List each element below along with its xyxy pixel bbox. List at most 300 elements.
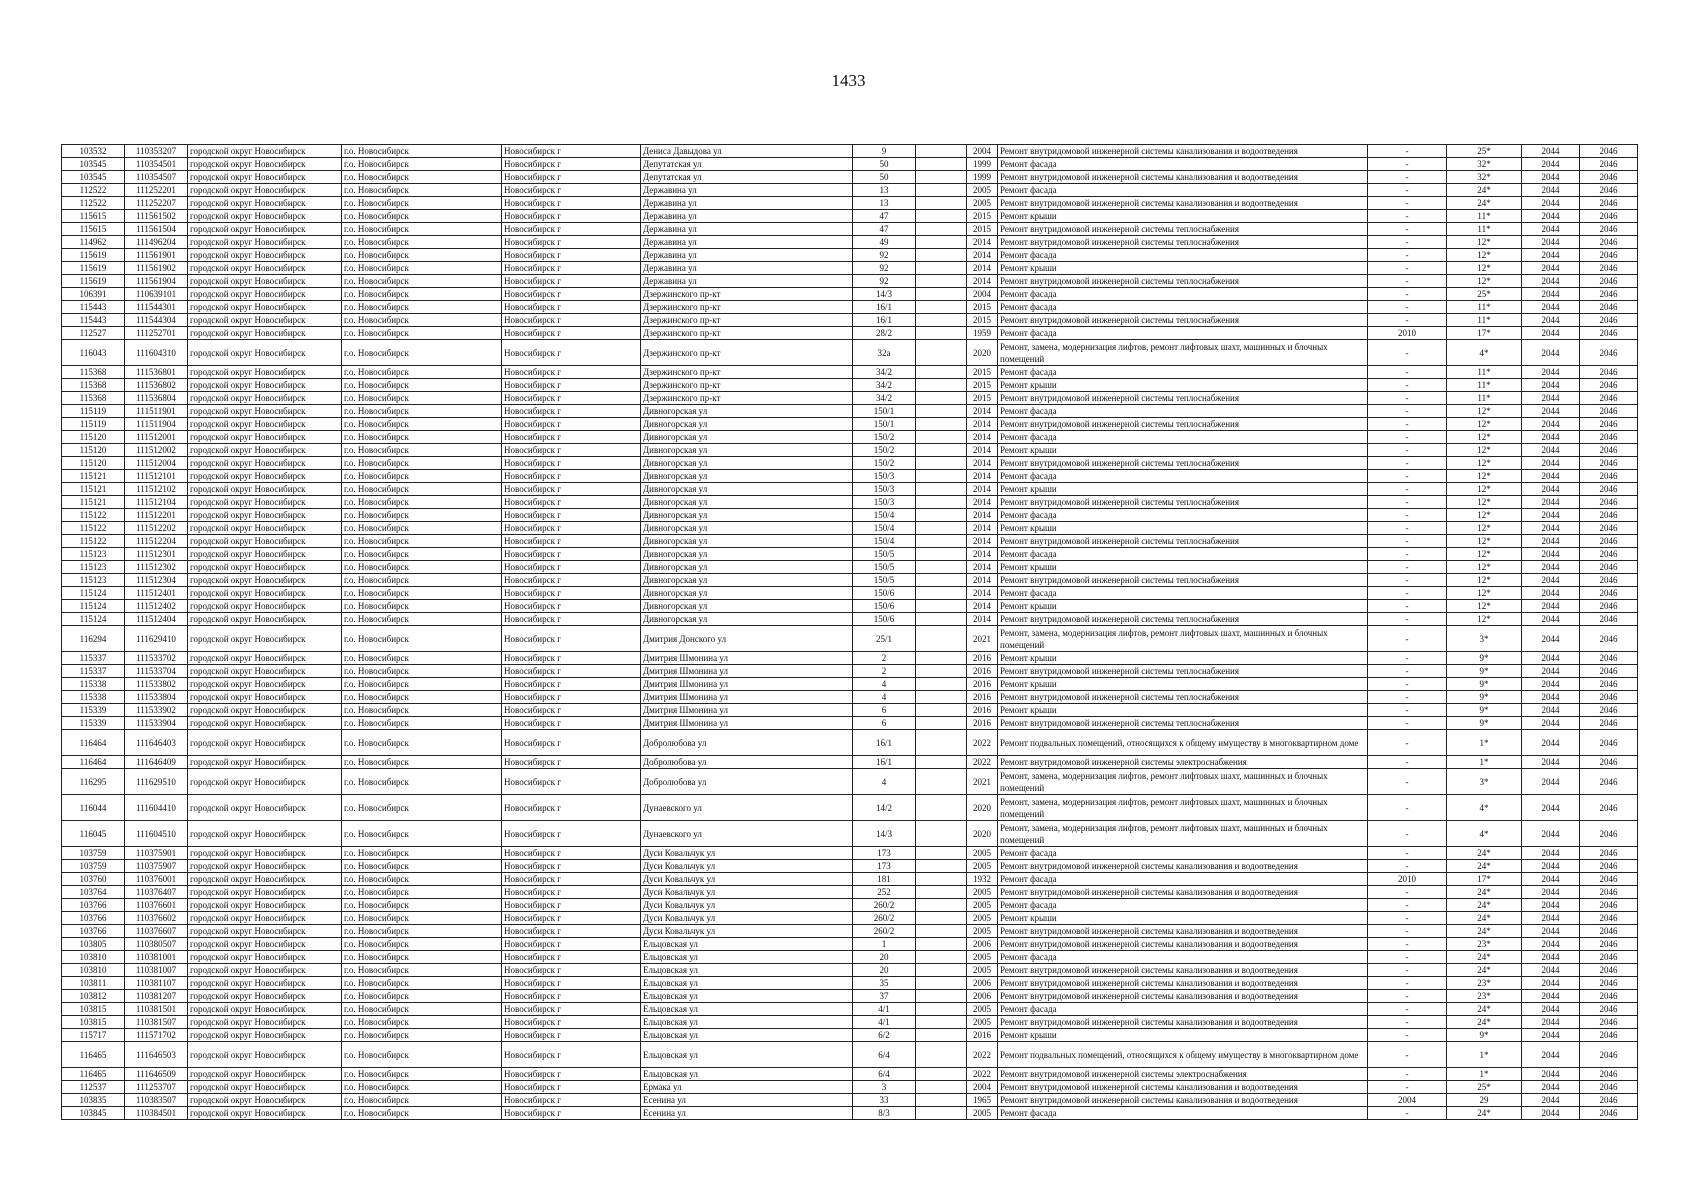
cell-municipality: городской округ Новосибирск bbox=[188, 210, 342, 223]
cell-settlement: Новосибирск г bbox=[502, 574, 641, 587]
cell-plan-end-year: 2046 bbox=[1580, 288, 1638, 301]
cell-last-repair-year: - bbox=[1368, 418, 1447, 431]
cell-house-number: 252 bbox=[853, 886, 916, 899]
cell-urban-district: г.о. Новосибирск bbox=[342, 938, 502, 951]
cell-house-id: 106391 bbox=[62, 288, 125, 301]
repair-schedule-table bbox=[61, 144, 1638, 1120]
cell-record-id: 111646503 bbox=[125, 1042, 188, 1068]
cell-house-id: 103759 bbox=[62, 860, 125, 873]
cell-plan-end-year: 2046 bbox=[1580, 821, 1638, 847]
cell-empty-cell bbox=[916, 483, 967, 496]
cell-last-repair-year: - bbox=[1368, 210, 1447, 223]
cell-wear-value: 17* bbox=[1447, 327, 1522, 340]
cell-record-id: 110383507 bbox=[125, 1094, 188, 1107]
cell-settlement: Новосибирск г bbox=[502, 1107, 641, 1120]
cell-urban-district: г.о. Новосибирск bbox=[342, 457, 502, 470]
cell-last-repair-year: - bbox=[1368, 964, 1447, 977]
cell-street: Дуси Ковальчук ул bbox=[641, 886, 853, 899]
cell-settlement: Новосибирск г bbox=[502, 1029, 641, 1042]
cell-plan-end-year: 2046 bbox=[1580, 626, 1638, 652]
cell-plan-end-year: 2046 bbox=[1580, 912, 1638, 925]
cell-plan-end-year: 2046 bbox=[1580, 379, 1638, 392]
cell-house-number: 34/2 bbox=[853, 392, 916, 405]
cell-house-number: 150/3 bbox=[853, 483, 916, 496]
cell-settlement: Новосибирск г bbox=[502, 236, 641, 249]
cell-wear-value: 12* bbox=[1447, 236, 1522, 249]
cell-build-year: 2014 bbox=[967, 522, 998, 535]
cell-wear-value: 29 bbox=[1447, 1094, 1522, 1107]
cell-build-year: 2006 bbox=[967, 938, 998, 951]
cell-last-repair-year: - bbox=[1368, 366, 1447, 379]
cell-house-id: 115121 bbox=[62, 470, 125, 483]
cell-build-year: 2005 bbox=[967, 860, 998, 873]
cell-house-number: 150/2 bbox=[853, 444, 916, 457]
cell-build-year: 2020 bbox=[967, 821, 998, 847]
cell-municipality: городской округ Новосибирск bbox=[188, 184, 342, 197]
cell-municipality: городской округ Новосибирск bbox=[188, 756, 342, 769]
table-row bbox=[62, 704, 1638, 717]
cell-house-id: 115619 bbox=[62, 249, 125, 262]
cell-record-id: 111604410 bbox=[125, 795, 188, 821]
cell-house-number: 25/1 bbox=[853, 626, 916, 652]
cell-build-year: 2004 bbox=[967, 145, 998, 158]
table-row bbox=[62, 925, 1638, 938]
cell-empty-cell bbox=[916, 821, 967, 847]
cell-build-year: 2014 bbox=[967, 405, 998, 418]
table-row bbox=[62, 977, 1638, 990]
cell-municipality: городской округ Новосибирск bbox=[188, 665, 342, 678]
cell-house-number: 260/2 bbox=[853, 899, 916, 912]
cell-urban-district: г.о. Новосибирск bbox=[342, 418, 502, 431]
cell-house-id: 103835 bbox=[62, 1094, 125, 1107]
cell-empty-cell bbox=[916, 340, 967, 366]
cell-last-repair-year: - bbox=[1368, 1081, 1447, 1094]
cell-plan-end-year: 2046 bbox=[1580, 249, 1638, 262]
cell-wear-value: 9* bbox=[1447, 717, 1522, 730]
cell-plan-start-year: 2044 bbox=[1522, 717, 1580, 730]
cell-plan-end-year: 2046 bbox=[1580, 990, 1638, 1003]
cell-build-year: 2005 bbox=[967, 847, 998, 860]
cell-plan-start-year: 2044 bbox=[1522, 288, 1580, 301]
cell-work-type: Ремонт внутридомовой инженерной системы теплоснабжения bbox=[998, 236, 1368, 249]
cell-street: Дмитрия Шмонина ул bbox=[641, 652, 853, 665]
cell-settlement: Новосибирск г bbox=[502, 392, 641, 405]
cell-street: Дуси Ковальчук ул bbox=[641, 847, 853, 860]
cell-wear-value: 1* bbox=[1447, 730, 1522, 756]
table-row bbox=[62, 379, 1638, 392]
cell-urban-district: г.о. Новосибирск bbox=[342, 548, 502, 561]
cell-urban-district: г.о. Новосибирск bbox=[342, 496, 502, 509]
cell-settlement: Новосибирск г bbox=[502, 717, 641, 730]
cell-empty-cell bbox=[916, 470, 967, 483]
cell-house-number: 260/2 bbox=[853, 925, 916, 938]
table-row bbox=[62, 275, 1638, 288]
cell-settlement: Новосибирск г bbox=[502, 691, 641, 704]
cell-work-type: Ремонт фасада bbox=[998, 1107, 1368, 1120]
cell-empty-cell bbox=[916, 223, 967, 236]
cell-empty-cell bbox=[916, 1107, 967, 1120]
cell-record-id: 110376001 bbox=[125, 873, 188, 886]
cell-empty-cell bbox=[916, 587, 967, 600]
cell-municipality: городской округ Новосибирск bbox=[188, 769, 342, 795]
cell-plan-start-year: 2044 bbox=[1522, 665, 1580, 678]
cell-last-repair-year: - bbox=[1368, 392, 1447, 405]
cell-house-number: 14/3 bbox=[853, 821, 916, 847]
cell-last-repair-year: - bbox=[1368, 1003, 1447, 1016]
cell-urban-district: г.о. Новосибирск bbox=[342, 1107, 502, 1120]
cell-street: Дивногорская ул bbox=[641, 561, 853, 574]
cell-urban-district: г.о. Новосибирск bbox=[342, 483, 502, 496]
cell-last-repair-year: - bbox=[1368, 951, 1447, 964]
cell-last-repair-year: - bbox=[1368, 470, 1447, 483]
cell-house-number: 49 bbox=[853, 236, 916, 249]
cell-plan-start-year: 2044 bbox=[1522, 1016, 1580, 1029]
cell-urban-district: г.о. Новосибирск bbox=[342, 977, 502, 990]
cell-house-number: 6/2 bbox=[853, 1029, 916, 1042]
cell-municipality: городской округ Новосибирск bbox=[188, 301, 342, 314]
cell-settlement: Новосибирск г bbox=[502, 951, 641, 964]
cell-record-id: 111496204 bbox=[125, 236, 188, 249]
cell-plan-end-year: 2046 bbox=[1580, 769, 1638, 795]
cell-empty-cell bbox=[916, 418, 967, 431]
cell-work-type: Ремонт фасада bbox=[998, 431, 1368, 444]
cell-settlement: Новосибирск г bbox=[502, 561, 641, 574]
cell-build-year: 2022 bbox=[967, 1068, 998, 1081]
cell-wear-value: 1* bbox=[1447, 1068, 1522, 1081]
cell-settlement: Новосибирск г bbox=[502, 535, 641, 548]
cell-last-repair-year: 2004 bbox=[1368, 1094, 1447, 1107]
cell-wear-value: 12* bbox=[1447, 613, 1522, 626]
cell-urban-district: г.о. Новосибирск bbox=[342, 314, 502, 327]
cell-empty-cell bbox=[916, 886, 967, 899]
cell-municipality: городской округ Новосибирск bbox=[188, 678, 342, 691]
cell-record-id: 111629510 bbox=[125, 769, 188, 795]
cell-record-id: 111646409 bbox=[125, 756, 188, 769]
cell-urban-district: г.о. Новосибирск bbox=[342, 873, 502, 886]
cell-municipality: городской округ Новосибирск bbox=[188, 561, 342, 574]
cell-work-type: Ремонт крыши bbox=[998, 522, 1368, 535]
cell-plan-start-year: 2044 bbox=[1522, 704, 1580, 717]
cell-plan-end-year: 2046 bbox=[1580, 873, 1638, 886]
cell-empty-cell bbox=[916, 496, 967, 509]
cell-municipality: городской округ Новосибирск bbox=[188, 236, 342, 249]
cell-settlement: Новосибирск г bbox=[502, 1042, 641, 1068]
cell-house-number: 181 bbox=[853, 873, 916, 886]
cell-settlement: Новосибирск г bbox=[502, 314, 641, 327]
cell-house-number: 14/3 bbox=[853, 288, 916, 301]
cell-record-id: 110375907 bbox=[125, 860, 188, 873]
cell-wear-value: 11* bbox=[1447, 210, 1522, 223]
cell-house-number: 1 bbox=[853, 938, 916, 951]
cell-house-id: 115121 bbox=[62, 483, 125, 496]
cell-house-number: 92 bbox=[853, 262, 916, 275]
cell-house-id: 115120 bbox=[62, 444, 125, 457]
cell-street: Державина ул bbox=[641, 197, 853, 210]
cell-empty-cell bbox=[916, 678, 967, 691]
cell-plan-end-year: 2046 bbox=[1580, 964, 1638, 977]
cell-wear-value: 25* bbox=[1447, 145, 1522, 158]
cell-plan-end-year: 2046 bbox=[1580, 535, 1638, 548]
cell-empty-cell bbox=[916, 912, 967, 925]
cell-house-number: 150/4 bbox=[853, 509, 916, 522]
cell-work-type: Ремонт крыши bbox=[998, 912, 1368, 925]
cell-record-id: 110354501 bbox=[125, 158, 188, 171]
cell-municipality: городской округ Новосибирск bbox=[188, 964, 342, 977]
cell-build-year: 2016 bbox=[967, 652, 998, 665]
cell-record-id: 111533902 bbox=[125, 704, 188, 717]
cell-urban-district: г.о. Новосибирск bbox=[342, 1003, 502, 1016]
cell-plan-end-year: 2046 bbox=[1580, 327, 1638, 340]
cell-wear-value: 12* bbox=[1447, 483, 1522, 496]
table-row bbox=[62, 340, 1638, 366]
cell-build-year: 2014 bbox=[967, 249, 998, 262]
cell-build-year: 2014 bbox=[967, 483, 998, 496]
cell-build-year: 1999 bbox=[967, 158, 998, 171]
cell-plan-start-year: 2044 bbox=[1522, 431, 1580, 444]
cell-plan-end-year: 2046 bbox=[1580, 1016, 1638, 1029]
cell-urban-district: г.о. Новосибирск bbox=[342, 574, 502, 587]
cell-record-id: 111512404 bbox=[125, 613, 188, 626]
cell-wear-value: 24* bbox=[1447, 886, 1522, 899]
cell-house-id: 103764 bbox=[62, 886, 125, 899]
cell-urban-district: г.о. Новосибирск bbox=[342, 964, 502, 977]
cell-work-type: Ремонт внутридомовой инженерной системы канализования и водоотведения bbox=[998, 964, 1368, 977]
cell-house-id: 103811 bbox=[62, 977, 125, 990]
cell-street: Ельцовская ул bbox=[641, 1042, 853, 1068]
cell-house-number: 150/3 bbox=[853, 496, 916, 509]
cell-record-id: 111533702 bbox=[125, 652, 188, 665]
cell-build-year: 2005 bbox=[967, 886, 998, 899]
cell-plan-end-year: 2046 bbox=[1580, 756, 1638, 769]
cell-house-number: 14/2 bbox=[853, 795, 916, 821]
cell-street: Дуси Ковальчук ул bbox=[641, 925, 853, 938]
cell-urban-district: г.о. Новосибирск bbox=[342, 171, 502, 184]
cell-build-year: 2014 bbox=[967, 535, 998, 548]
table-row bbox=[62, 327, 1638, 340]
cell-urban-district: г.о. Новосибирск bbox=[342, 288, 502, 301]
cell-last-repair-year: - bbox=[1368, 405, 1447, 418]
cell-wear-value: 24* bbox=[1447, 860, 1522, 873]
cell-record-id: 111533804 bbox=[125, 691, 188, 704]
cell-house-id: 103760 bbox=[62, 873, 125, 886]
cell-house-number: 34/2 bbox=[853, 379, 916, 392]
cell-last-repair-year: - bbox=[1368, 912, 1447, 925]
cell-house-number: 16/1 bbox=[853, 756, 916, 769]
cell-house-id: 115124 bbox=[62, 613, 125, 626]
cell-settlement: Новосибирск г bbox=[502, 847, 641, 860]
cell-build-year: 2005 bbox=[967, 912, 998, 925]
cell-last-repair-year: - bbox=[1368, 379, 1447, 392]
cell-record-id: 110376407 bbox=[125, 886, 188, 899]
cell-plan-start-year: 2044 bbox=[1522, 912, 1580, 925]
cell-work-type: Ремонт крыши bbox=[998, 704, 1368, 717]
cell-urban-district: г.о. Новосибирск bbox=[342, 1068, 502, 1081]
cell-house-id: 115122 bbox=[62, 522, 125, 535]
cell-empty-cell bbox=[916, 938, 967, 951]
cell-last-repair-year: - bbox=[1368, 769, 1447, 795]
cell-build-year: 2014 bbox=[967, 444, 998, 457]
cell-wear-value: 11* bbox=[1447, 379, 1522, 392]
cell-last-repair-year: - bbox=[1368, 1068, 1447, 1081]
cell-empty-cell bbox=[916, 847, 967, 860]
cell-record-id: 110354507 bbox=[125, 171, 188, 184]
cell-street: Дивногорская ул bbox=[641, 444, 853, 457]
cell-build-year: 2004 bbox=[967, 1081, 998, 1094]
cell-street: Дивногорская ул bbox=[641, 418, 853, 431]
cell-empty-cell bbox=[916, 288, 967, 301]
table-row bbox=[62, 990, 1638, 1003]
cell-work-type: Ремонт фасада bbox=[998, 847, 1368, 860]
cell-municipality: городской округ Новосибирск bbox=[188, 1029, 342, 1042]
cell-work-type: Ремонт фасада bbox=[998, 405, 1368, 418]
cell-street: Добролюбова ул bbox=[641, 769, 853, 795]
cell-urban-district: г.о. Новосибирск bbox=[342, 652, 502, 665]
cell-settlement: Новосибирск г bbox=[502, 301, 641, 314]
table-row bbox=[62, 587, 1638, 600]
cell-record-id: 110381507 bbox=[125, 1016, 188, 1029]
cell-plan-end-year: 2046 bbox=[1580, 574, 1638, 587]
cell-house-id: 115337 bbox=[62, 665, 125, 678]
cell-wear-value: 25* bbox=[1447, 288, 1522, 301]
cell-house-id: 103545 bbox=[62, 158, 125, 171]
cell-settlement: Новосибирск г bbox=[502, 548, 641, 561]
cell-plan-end-year: 2046 bbox=[1580, 210, 1638, 223]
cell-settlement: Новосибирск г bbox=[502, 860, 641, 873]
cell-work-type: Ремонт внутридомовой инженерной системы теплоснабжения bbox=[998, 496, 1368, 509]
cell-urban-district: г.о. Новосибирск bbox=[342, 405, 502, 418]
cell-wear-value: 4* bbox=[1447, 821, 1522, 847]
cell-house-id: 103766 bbox=[62, 912, 125, 925]
cell-plan-end-year: 2046 bbox=[1580, 509, 1638, 522]
cell-work-type: Ремонт внутридомовой инженерной системы канализования и водоотведения bbox=[998, 977, 1368, 990]
cell-house-number: 4 bbox=[853, 769, 916, 795]
cell-house-number: 92 bbox=[853, 275, 916, 288]
cell-municipality: городской округ Новосибирск bbox=[188, 925, 342, 938]
cell-work-type: Ремонт фасада bbox=[998, 301, 1368, 314]
cell-wear-value: 24* bbox=[1447, 964, 1522, 977]
cell-plan-end-year: 2046 bbox=[1580, 197, 1638, 210]
cell-house-number: 13 bbox=[853, 184, 916, 197]
table-row bbox=[62, 1016, 1638, 1029]
cell-urban-district: г.о. Новосибирск bbox=[342, 769, 502, 795]
cell-plan-end-year: 2046 bbox=[1580, 223, 1638, 236]
cell-urban-district: г.о. Новосибирск bbox=[342, 665, 502, 678]
cell-work-type: Ремонт внутридомовой инженерной системы канализования и водоотведения bbox=[998, 938, 1368, 951]
cell-settlement: Новосибирск г bbox=[502, 704, 641, 717]
cell-house-number: 6/4 bbox=[853, 1042, 916, 1068]
cell-last-repair-year: - bbox=[1368, 262, 1447, 275]
cell-urban-district: г.о. Новосибирск bbox=[342, 535, 502, 548]
cell-municipality: городской округ Новосибирск bbox=[188, 314, 342, 327]
table-row bbox=[62, 691, 1638, 704]
cell-street: Добролюбова ул bbox=[641, 730, 853, 756]
cell-wear-value: 12* bbox=[1447, 431, 1522, 444]
cell-empty-cell bbox=[916, 1068, 967, 1081]
cell-plan-end-year: 2046 bbox=[1580, 405, 1638, 418]
cell-street: Есенина ул bbox=[641, 1107, 853, 1120]
cell-empty-cell bbox=[916, 197, 967, 210]
cell-record-id: 111511901 bbox=[125, 405, 188, 418]
cell-wear-value: 12* bbox=[1447, 457, 1522, 470]
cell-empty-cell bbox=[916, 769, 967, 795]
cell-house-id: 116464 bbox=[62, 730, 125, 756]
table-row bbox=[62, 249, 1638, 262]
cell-municipality: городской округ Новосибирск bbox=[188, 1094, 342, 1107]
cell-settlement: Новосибирск г bbox=[502, 678, 641, 691]
table-row bbox=[62, 886, 1638, 899]
cell-municipality: городской округ Новосибирск bbox=[188, 899, 342, 912]
cell-plan-end-year: 2046 bbox=[1580, 483, 1638, 496]
cell-build-year: 2020 bbox=[967, 340, 998, 366]
table-row bbox=[62, 405, 1638, 418]
cell-street: Державина ул bbox=[641, 236, 853, 249]
cell-build-year: 2014 bbox=[967, 236, 998, 249]
cell-house-number: 2 bbox=[853, 652, 916, 665]
table-row bbox=[62, 678, 1638, 691]
cell-wear-value: 4* bbox=[1447, 340, 1522, 366]
cell-work-type: Ремонт внутридомовой инженерной системы теплоснабжения bbox=[998, 717, 1368, 730]
cell-work-type: Ремонт, замена, модернизация лифтов, ремонт лифтовых шахт, машинных и блочных помещений bbox=[998, 340, 1368, 366]
cell-settlement: Новосибирск г bbox=[502, 457, 641, 470]
cell-work-type: Ремонт фасада bbox=[998, 184, 1368, 197]
cell-house-number: 4/1 bbox=[853, 1016, 916, 1029]
cell-work-type: Ремонт крыши bbox=[998, 561, 1368, 574]
cell-house-number: 6 bbox=[853, 717, 916, 730]
cell-street: Дунаевского ул bbox=[641, 821, 853, 847]
cell-work-type: Ремонт фасада bbox=[998, 873, 1368, 886]
cell-record-id: 110376607 bbox=[125, 925, 188, 938]
cell-plan-start-year: 2044 bbox=[1522, 964, 1580, 977]
cell-house-number: 37 bbox=[853, 990, 916, 1003]
cell-street: Дмитрия Шмонина ул bbox=[641, 691, 853, 704]
cell-house-id: 115717 bbox=[62, 1029, 125, 1042]
cell-empty-cell bbox=[916, 184, 967, 197]
cell-plan-end-year: 2046 bbox=[1580, 665, 1638, 678]
cell-build-year: 2015 bbox=[967, 392, 998, 405]
cell-urban-district: г.о. Новосибирск bbox=[342, 1029, 502, 1042]
cell-wear-value: 12* bbox=[1447, 574, 1522, 587]
cell-urban-district: г.о. Новосибирск bbox=[342, 431, 502, 444]
cell-plan-end-year: 2046 bbox=[1580, 717, 1638, 730]
cell-settlement: Новосибирск г bbox=[502, 444, 641, 457]
cell-wear-value: 24* bbox=[1447, 925, 1522, 938]
cell-build-year: 2016 bbox=[967, 678, 998, 691]
table-row bbox=[62, 652, 1638, 665]
cell-record-id: 110381001 bbox=[125, 951, 188, 964]
cell-plan-start-year: 2044 bbox=[1522, 977, 1580, 990]
cell-work-type: Ремонт внутридомовой инженерной системы канализования и водоотведения bbox=[998, 1094, 1368, 1107]
table-row bbox=[62, 522, 1638, 535]
cell-build-year: 2022 bbox=[967, 730, 998, 756]
cell-plan-end-year: 2046 bbox=[1580, 951, 1638, 964]
cell-work-type: Ремонт подвальных помещений, относящихся к общему имуществу в многоквартирном доме bbox=[998, 1042, 1368, 1068]
cell-plan-end-year: 2046 bbox=[1580, 171, 1638, 184]
cell-street: Дивногорская ул bbox=[641, 574, 853, 587]
cell-last-repair-year: - bbox=[1368, 665, 1447, 678]
cell-plan-end-year: 2046 bbox=[1580, 496, 1638, 509]
cell-street: Дивногорская ул bbox=[641, 496, 853, 509]
cell-wear-value: 11* bbox=[1447, 392, 1522, 405]
cell-municipality: городской округ Новосибирск bbox=[188, 613, 342, 626]
cell-urban-district: г.о. Новосибирск bbox=[342, 951, 502, 964]
cell-last-repair-year: - bbox=[1368, 600, 1447, 613]
cell-build-year: 2014 bbox=[967, 262, 998, 275]
cell-last-repair-year: - bbox=[1368, 171, 1447, 184]
cell-plan-start-year: 2044 bbox=[1522, 249, 1580, 262]
cell-municipality: городской округ Новосибирск bbox=[188, 496, 342, 509]
cell-urban-district: г.о. Новосибирск bbox=[342, 327, 502, 340]
cell-plan-start-year: 2044 bbox=[1522, 847, 1580, 860]
